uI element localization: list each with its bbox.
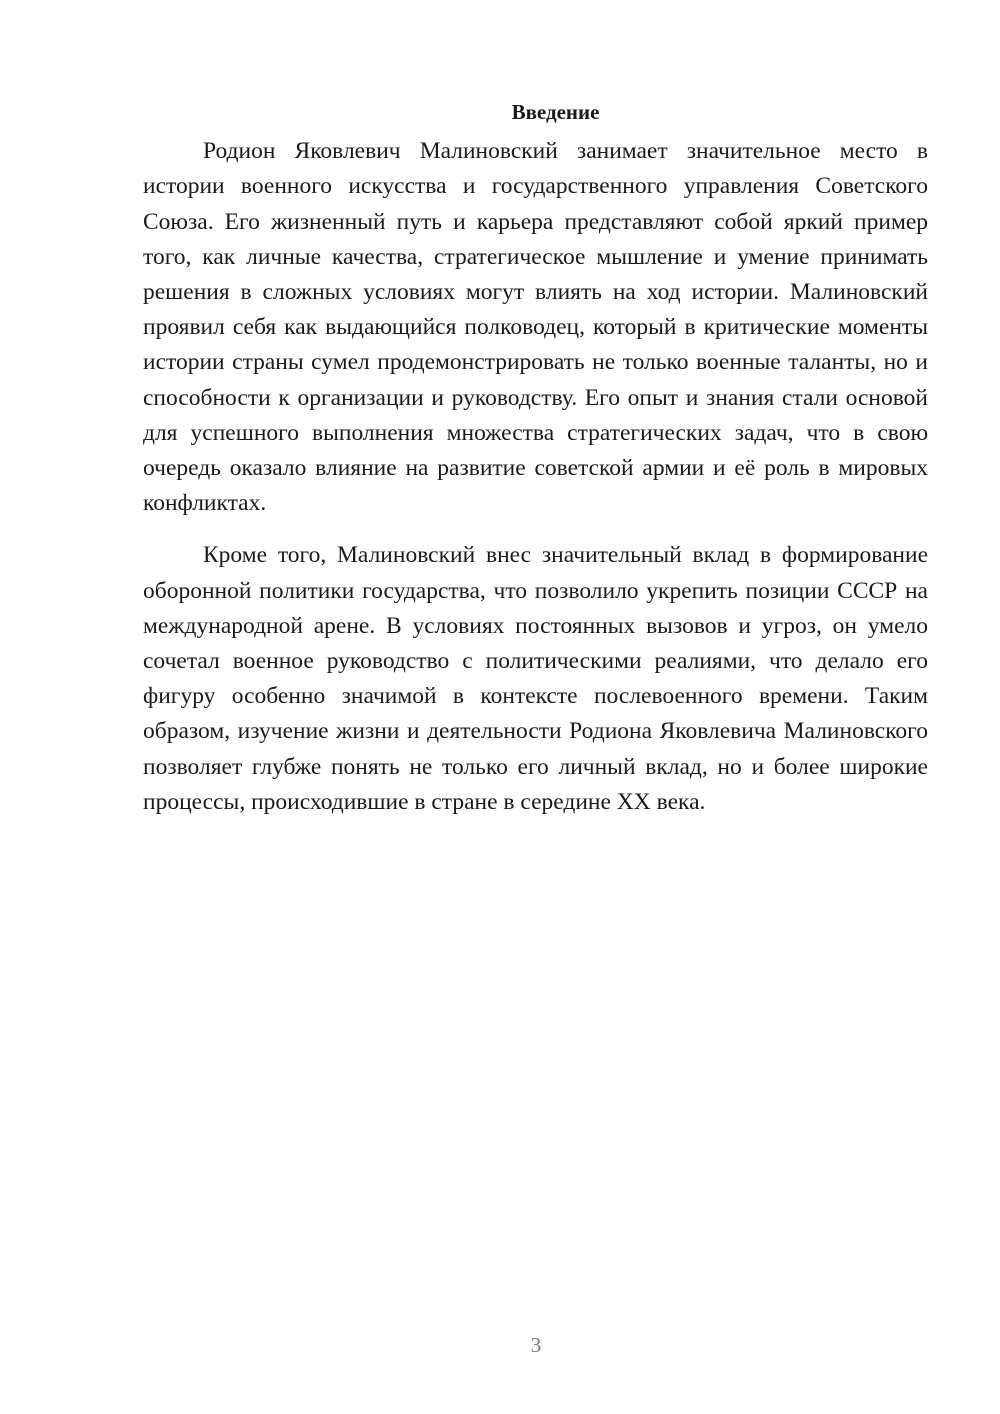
paragraph-1: Родион Яковлевич Малиновский занимает значительное место в истории военного искусства и государственного управления Советского Союза. Его жизненный путь и карьера представляют собой яркий пример того, как личные качества, стратегическое мышление и умение принимать решения в сложных условиях могут влиять на ход истории. Малиновский проявил себя как выдающийся полководец, который в критические моменты истории страны сумел продемонстрировать не только военные таланты, но и способности к организации и руководству. Его опыт и знания стали основой для успешного выполнения множества стратегических задач, что в свою очередь оказало влияние на развитие советской армии и её роль в мировых конфликтах. [143,138,928,517]
document-body [143,95,928,820]
page-number: 3 [530,1333,542,1357]
section-heading: Введение [511,100,600,124]
paragraph-2: Кроме того, Малиновский внес значительный вклад в формирование оборонной политики государства, что позволило укрепить позиции СССР на международной арене. В условиях постоянных вызовов и угроз, он умело сочетал военное руководство с политическими реалиями, что делало его фигуру особенно значимой в контексте послевоенного времени. Таким образом, изучение жизни и деятельности Родиона Яковлевича Малиновского позволяет глубже понять не только его личный вклад, но и более широкие процессы, происходившие в стране в середине XX века. [143,542,928,815]
